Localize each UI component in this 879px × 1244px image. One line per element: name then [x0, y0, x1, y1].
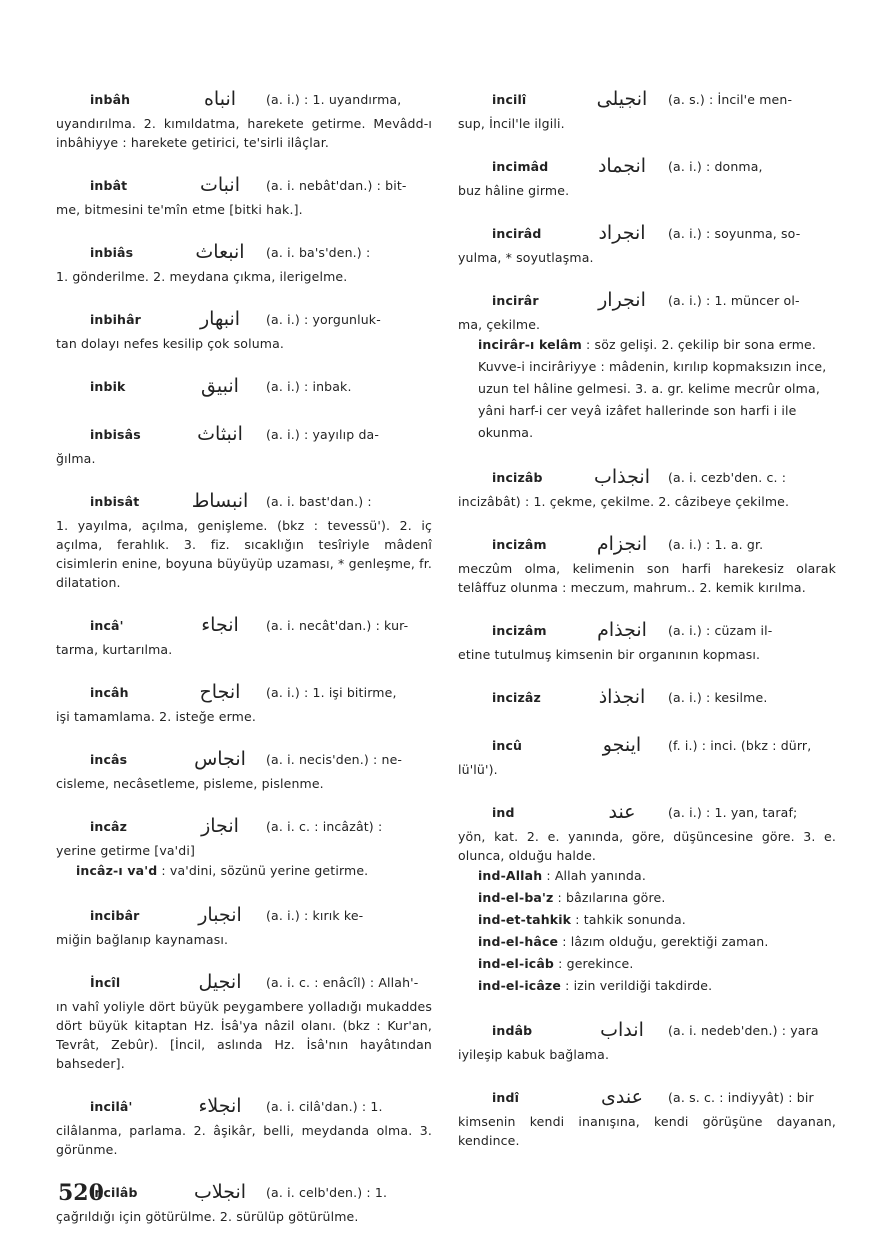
dictionary-entry — [458, 285, 836, 444]
entry-definition: kimsenin kendi inanışına, kendi görüşüne dayanan, kendince. — [458, 1114, 836, 1148]
entry-head — [458, 84, 836, 114]
entry-definition: cilâlanma, parlama. 2. âşikâr, belli, meydanda olma. 3. görünme. — [56, 1123, 432, 1157]
entry-definition: yön, kat. 2. e. yanında, göre, düşüncesine göre. 3. e. olunca, olduğu halde. — [458, 829, 836, 863]
entry-head — [458, 797, 836, 827]
entry-head — [56, 170, 432, 200]
headword: incû — [492, 737, 523, 753]
headword: inbât — [90, 177, 128, 193]
arabic-spelling: انجيل — [198, 970, 242, 993]
entry-head — [56, 419, 432, 449]
headword: indî — [492, 1089, 520, 1105]
entry-grammar: (a. i. necât'dan.) : kur- — [266, 617, 409, 633]
arabic-spelling: انبعاث — [195, 240, 245, 263]
sub-entry-term: ind-el-icâb — [478, 956, 554, 971]
entry-grammar: (a. i.) : kesilme. — [668, 689, 768, 705]
dictionary-entry — [56, 1091, 432, 1159]
entry-definition: lü'lü'). — [458, 762, 498, 777]
arabic-spelling: انجاس — [194, 747, 246, 770]
entry-grammar: (a. i. ba's'den.) : — [266, 244, 371, 260]
entry-grammar: (a. i.) : 1. uyandırma, — [266, 91, 402, 107]
arabic-spelling: عند — [608, 800, 636, 823]
headword: inbisâs — [90, 426, 141, 442]
entry-definition: uyandırılma. 2. kımıldatma, harekete getirme. Mevâdd-ı inbâhiyye : harekete getirici, te'sirli ilâçlar. — [56, 116, 432, 150]
headword: incilâb — [90, 1184, 138, 1200]
entry-head — [458, 1082, 836, 1112]
sub-entry — [458, 975, 836, 997]
arabic-spelling: انجرار — [598, 288, 646, 311]
arabic-spelling: انبهار — [199, 307, 241, 330]
entry-grammar: (a. i. c. : enâcîl) : Allah'- — [266, 974, 419, 990]
dictionary-entry — [458, 529, 836, 597]
entry-head — [56, 744, 432, 774]
headword: inbâh — [90, 91, 131, 107]
arabic-spelling: انجيلى — [596, 87, 648, 110]
dictionary-entry — [458, 615, 836, 664]
sub-entry-term: ind-Allah — [478, 868, 543, 883]
entry-definition: yerine getirme [va'di] — [56, 843, 195, 858]
headword: incilî — [492, 91, 527, 107]
sub-entry-definition: : va'dini, sözünü yerine getirme. — [161, 863, 369, 878]
entry-definition: cisleme, necâsetleme, pisleme, pislenme. — [56, 776, 324, 791]
dictionary-entry — [458, 1015, 836, 1064]
dictionary-entry — [458, 151, 836, 200]
dictionary-entry — [56, 304, 432, 353]
entry-definition: çağrıldığı için götürülme. 2. sürülüp götürülme. — [56, 1209, 359, 1224]
dictionary-entry — [458, 682, 836, 712]
entry-grammar: (a. i. cilâ'dan.) : 1. — [266, 1098, 383, 1114]
headword: inbiâs — [90, 244, 134, 260]
entry-grammar: (a. i.) : yayılıp da- — [266, 426, 380, 442]
entry-head — [56, 967, 432, 997]
sub-entry-term: incirâr-ı kelâm — [478, 337, 582, 352]
sub-entry-term: ind-el-hâce — [478, 934, 559, 949]
headword: İncîl — [90, 974, 121, 990]
headword: incibâr — [90, 907, 140, 923]
headword: incâh — [90, 684, 129, 700]
dictionary-entry — [56, 84, 432, 152]
headword: incâ' — [90, 617, 124, 633]
arabic-spelling: عندى — [601, 1085, 643, 1108]
right-column — [458, 84, 836, 1168]
headword: incilâ' — [90, 1098, 133, 1114]
arabic-spelling: انجزام — [596, 532, 648, 555]
dictionary-entry — [56, 371, 432, 401]
entry-grammar: (a. i.) : cüzam il- — [668, 622, 773, 638]
entry-definition: işi tamamlama. 2. isteğe erme. — [56, 709, 256, 724]
arabic-spelling: اينجو — [602, 733, 642, 756]
entry-definition: iyileşip kabuk bağlama. — [458, 1047, 610, 1062]
headword: incizâb — [492, 469, 543, 485]
entry-grammar: (a. i. celb'den.) : 1. — [266, 1184, 388, 1200]
left-column — [56, 84, 432, 1244]
entry-grammar: (a. i. nebât'dan.) : bit- — [266, 177, 407, 193]
headword: indâb — [492, 1022, 533, 1038]
arabic-spelling: انجلاب — [193, 1180, 247, 1203]
sub-entry-definition: : bâzılarına göre. — [557, 890, 666, 905]
dictionary-entry — [56, 610, 432, 659]
entry-head — [458, 462, 836, 492]
arabic-spelling: انبثاث — [197, 422, 243, 445]
entry-grammar: (a. s. c. : indiyyât) : bir — [668, 1089, 814, 1105]
arabic-spelling: انبات — [200, 173, 240, 196]
entry-grammar: (f. i.) : inci. (bkz : dürr, — [668, 737, 812, 753]
arabic-spelling: انبيق — [201, 374, 239, 397]
entry-grammar: (a. i. nedeb'den.) : yara — [668, 1022, 819, 1038]
entry-head — [458, 1015, 836, 1045]
arabic-spelling: انجذاذ — [598, 685, 646, 708]
entry-head — [56, 84, 432, 114]
entry-definition: incizâbât) : 1. çekme, çekilme. 2. câzibeye çekilme. — [458, 494, 790, 509]
arabic-spelling: انجاز — [201, 814, 239, 837]
entry-head — [458, 151, 836, 181]
page-number: 520 — [58, 1180, 104, 1206]
entry-head — [56, 486, 432, 516]
sub-entry-definition: : Allah yanında. — [546, 868, 646, 883]
headword: inbihâr — [90, 311, 141, 327]
arabic-spelling: انجذام — [597, 618, 647, 641]
sub-entry-term: ind-el-ba'z — [478, 890, 554, 905]
entry-definition: yulma, * soyutlaşma. — [458, 250, 594, 265]
entry-definition: miğin bağlanıp kaynaması. — [56, 932, 229, 947]
entry-grammar: (a. i.) : 1. yan, taraf; — [668, 804, 798, 820]
entry-grammar: (a. i.) : inbak. — [266, 378, 352, 394]
entry-grammar: (a. i.) : soyunma, so- — [668, 225, 801, 241]
entry-definition: etine tutulmuş kimsenin bir organının kopması. — [458, 647, 761, 662]
entry-head — [56, 1177, 432, 1207]
arabic-spelling: انجراد — [598, 221, 646, 244]
headword: incirâd — [492, 225, 542, 241]
sub-entry — [458, 334, 836, 444]
sub-entry — [458, 909, 836, 931]
sub-entry-definition: : gerekince. — [558, 956, 634, 971]
entry-head — [56, 371, 432, 401]
entry-grammar: (a. i.) : 1. a. gr. — [668, 536, 764, 552]
arabic-spelling: انباه — [203, 87, 237, 110]
sub-entry — [458, 887, 836, 909]
entry-head — [56, 304, 432, 334]
dictionary-entry — [56, 744, 432, 793]
headword: inbik — [90, 378, 126, 394]
sub-entry-definition: : söz gelişi. 2. çekilip bir sona erme. Kuvve-i incirâriyye : mâdenin, kırılıp kopmaksızın ince, uzun tel hâline gelmesi. 3. a. gr. kelime mecrûr olma, yâni harf-i cer veyâ izâfet hallerinde son harfi i ile okunma. — [478, 337, 827, 440]
sub-entry — [458, 931, 836, 953]
sub-entry-definition: : lâzım olduğu, gerektiği zaman. — [562, 934, 769, 949]
entry-definition: 1. gönderilme. 2. meydana çıkma, ilerigelme. — [56, 269, 348, 284]
headword: incâz — [90, 818, 128, 834]
dictionary-entry — [458, 730, 836, 779]
headword: incâs — [90, 751, 128, 767]
dictionary-entry — [458, 797, 836, 997]
dictionary-entry — [458, 84, 836, 133]
arabic-spelling: انبساط — [191, 489, 249, 512]
entry-grammar: (a. i.) : 1. işi bitirme, — [266, 684, 397, 700]
sub-entry — [458, 953, 836, 975]
arabic-spelling: انجبار — [198, 903, 242, 926]
arabic-spelling: انجاء — [201, 613, 239, 636]
entry-definition: ma, çekilme. — [458, 317, 541, 332]
entry-grammar: (a. s.) : İncil'e men- — [668, 91, 793, 107]
sub-entry-term: incâz-ı va'd — [76, 863, 158, 878]
dictionary-entry — [56, 677, 432, 726]
dictionary-entry — [56, 486, 432, 592]
entry-grammar: (a. i.) : yorgunluk- — [266, 311, 381, 327]
arabic-spelling: انجلاء — [198, 1094, 242, 1117]
entry-definition: sup, İncil'le ilgili. — [458, 116, 565, 131]
entry-head — [56, 811, 432, 841]
sub-entry-definition: : izin verildiği takdirde. — [565, 978, 713, 993]
entry-head — [458, 615, 836, 645]
arabic-spelling: انجاح — [199, 680, 241, 703]
entry-head — [458, 218, 836, 248]
entry-grammar: (a. i. c. : incâzât) : — [266, 818, 383, 834]
entry-head — [458, 730, 836, 760]
arabic-spelling: انداب — [600, 1018, 644, 1041]
dictionary-entry — [458, 1082, 836, 1150]
dictionary-entry — [56, 900, 432, 949]
entry-definition: buz hâline girme. — [458, 183, 570, 198]
entry-head — [458, 682, 836, 712]
headword: incirâr — [492, 292, 539, 308]
entry-grammar: (a. i. necis'den.) : ne- — [266, 751, 403, 767]
arabic-spelling: انجماد — [597, 154, 647, 177]
dictionary-entry — [458, 218, 836, 267]
sub-entry — [56, 860, 432, 882]
headword: incimâd — [492, 158, 549, 174]
entry-grammar: (a. i.) : donma, — [668, 158, 763, 174]
dictionary-entry — [56, 1177, 432, 1226]
dictionary-entry — [56, 419, 432, 468]
dictionary-entry — [56, 170, 432, 219]
entry-grammar: (a. i.) : 1. müncer ol- — [668, 292, 800, 308]
entry-definition: meczûm olma, kelimenin son harfi harekesiz olarak telâffuz olunma : meczum, mahrum.. 2. kemik kırılma. — [458, 561, 836, 595]
entry-head — [56, 900, 432, 930]
sub-entry — [458, 865, 836, 887]
entry-head — [56, 610, 432, 640]
entry-definition: 1. yayılma, açılma, genişleme. (bkz : tevessü'). 2. iç açılma, ferahlık. 3. fiz. sıcaklığın tesîriyle mâdenî cisimlerin enine, boyuna büyüyüp uzaması, * genleşme, fr. dilatation. — [56, 518, 432, 590]
sub-entry-definition: : tahkik sonunda. — [575, 912, 686, 927]
entry-grammar: (a. i. cezb'den. c. : — [668, 469, 787, 485]
entry-head — [56, 677, 432, 707]
sub-entry-term: ind-et-tahkik — [478, 912, 572, 927]
dictionary-entry — [56, 967, 432, 1073]
dictionary-entry — [56, 237, 432, 286]
dictionary-entry — [56, 811, 432, 882]
entry-head — [56, 1091, 432, 1121]
entry-definition: tarma, kurtarılma. — [56, 642, 173, 657]
sub-entry-term: ind-el-icâze — [478, 978, 561, 993]
entry-grammar: (a. i.) : kırık ke- — [266, 907, 364, 923]
entry-head — [458, 285, 836, 315]
entry-definition: tan dolayı nefes kesilip çok soluma. — [56, 336, 285, 351]
dictionary-entry — [458, 462, 836, 511]
entry-grammar: (a. i. bast'dan.) : — [266, 493, 372, 509]
headword: incizâz — [492, 689, 541, 705]
headword: inbisât — [90, 493, 140, 509]
entry-head — [458, 529, 836, 559]
headword: incizâm — [492, 622, 547, 638]
headword: incizâm — [492, 536, 547, 552]
arabic-spelling: انجذاب — [594, 465, 650, 488]
entry-definition: ğılma. — [56, 451, 96, 466]
headword: ind — [492, 804, 515, 820]
entry-head — [56, 237, 432, 267]
entry-definition: ın vahî yoliyle dört büyük peygambere yolladığı mukaddes dört büyük kitaptan Hz. İsâ'ya nâzil olanı. (bkz : Kur'an, Tevrât, Zebûr). [İncil, aslında Hz. İsâ'nın hayâtından bahseder]. — [56, 999, 432, 1071]
entry-definition: me, bitmesini te'mîn etme [bitki hak.]. — [56, 202, 303, 217]
